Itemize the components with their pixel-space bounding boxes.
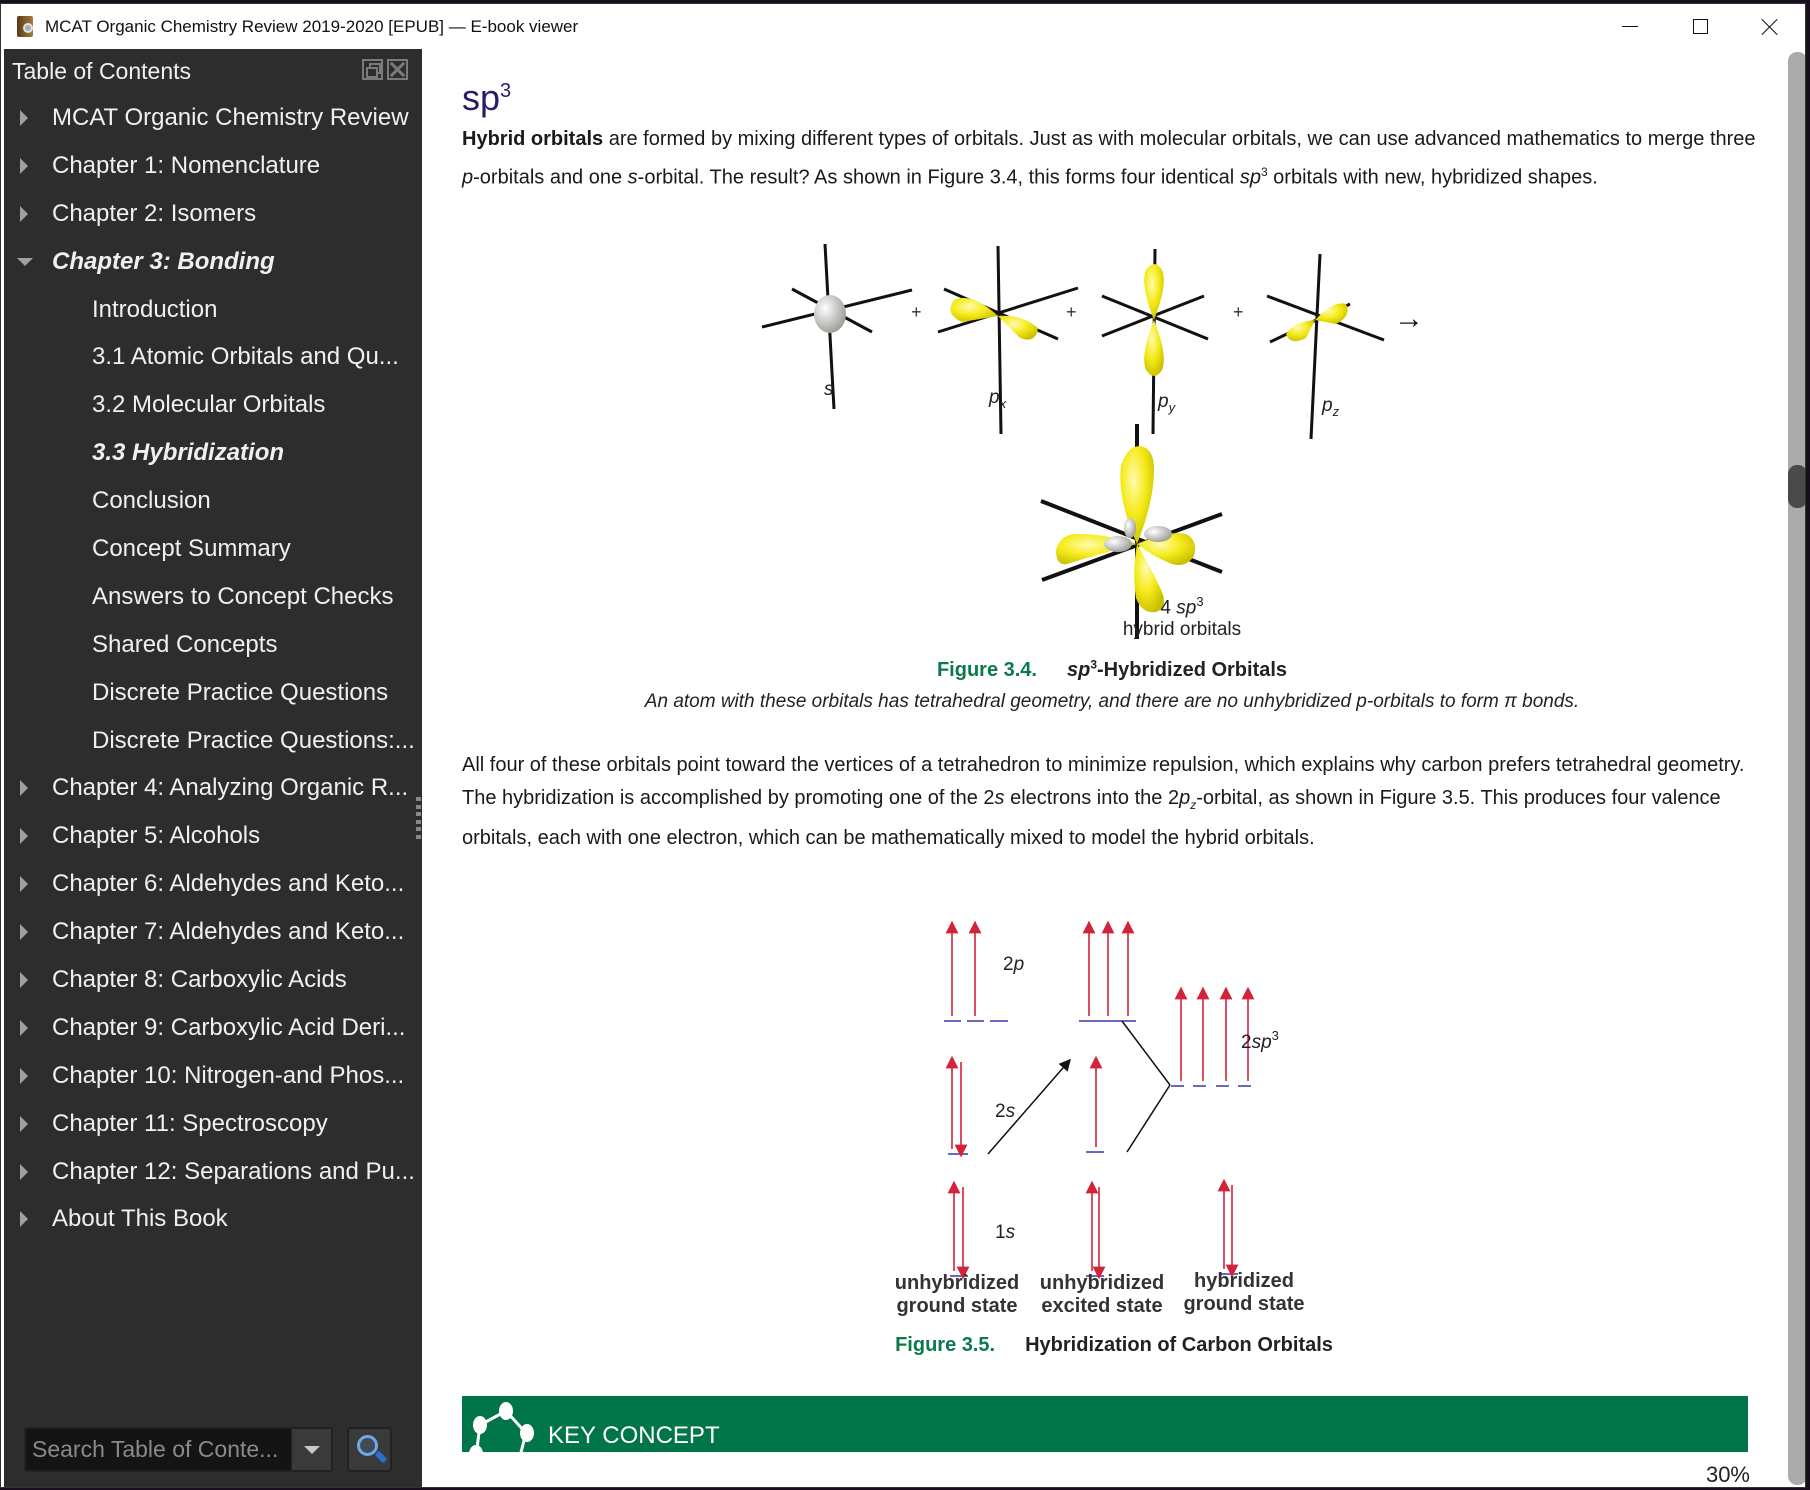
expand-right-icon[interactable] bbox=[20, 110, 28, 126]
toc-item[interactable] bbox=[4, 1052, 422, 1100]
toc-item[interactable] bbox=[4, 477, 422, 525]
minimize-icon bbox=[1622, 26, 1638, 27]
toc-item-label: Chapter 3: Bonding bbox=[52, 247, 275, 275]
expand-right-icon[interactable] bbox=[20, 780, 28, 796]
figure-3-4-description: An atom with these orbitals has tetrahedral geometry, and there are no unhybridized p-orbitals to form π bonds. bbox=[644, 691, 1580, 712]
key-concept-banner bbox=[462, 1396, 1748, 1452]
maximize-icon bbox=[1693, 19, 1708, 34]
vertical-scrollbar[interactable] bbox=[1786, 49, 1806, 1488]
expand-right-icon[interactable] bbox=[20, 1116, 28, 1132]
expand-right-icon[interactable] bbox=[20, 1068, 28, 1084]
toc-item-label: Chapter 6: Aldehydes and Keto... bbox=[52, 870, 405, 898]
splitter-handle[interactable] bbox=[416, 797, 421, 839]
expand-right-icon[interactable] bbox=[20, 206, 28, 222]
label-py: $p_y$ bbox=[1158, 391, 1176, 415]
toc-item[interactable] bbox=[4, 1148, 422, 1196]
toc-item-label: Concept Summary bbox=[92, 534, 291, 562]
level-2p-label: 2p bbox=[1003, 954, 1025, 975]
toc-item[interactable] bbox=[4, 1195, 422, 1243]
toc-item-label: Chapter 4: Analyzing Organic R... bbox=[52, 774, 409, 802]
toc-search-bar bbox=[24, 1427, 392, 1472]
toc-item-label: Chapter 11: Spectroscopy bbox=[52, 1109, 328, 1137]
toc-header bbox=[4, 49, 422, 94]
toc-list bbox=[4, 94, 422, 1243]
maximize-button[interactable] bbox=[1665, 4, 1735, 49]
toc-item[interactable] bbox=[4, 142, 422, 190]
toc-title: Table of Contents bbox=[12, 58, 192, 84]
state-label: unhybridized ground state bbox=[894, 1272, 1020, 1317]
toc-item-label: 3.2 Molecular Orbitals bbox=[92, 391, 326, 419]
toc-item[interactable] bbox=[4, 381, 422, 429]
window-title: MCAT Organic Chemistry Review 2019-2020 [EPUB] — E-book viewer bbox=[45, 16, 579, 36]
molecule-icon bbox=[462, 1396, 552, 1452]
s-orbital bbox=[762, 244, 912, 409]
toc-item[interactable] bbox=[4, 429, 422, 477]
expand-right-icon[interactable] bbox=[20, 924, 28, 940]
label-hybrid-orbitals: hybrid orbitals bbox=[1122, 619, 1242, 640]
state-label: unhybridized excited state bbox=[1039, 1272, 1165, 1317]
toc-item-label: Chapter 5: Alcohols bbox=[52, 822, 261, 850]
book-content bbox=[422, 49, 1786, 1488]
toc-item[interactable] bbox=[4, 908, 422, 956]
toc-item[interactable] bbox=[4, 333, 422, 381]
plus-sign: + bbox=[1233, 302, 1244, 322]
toc-item[interactable] bbox=[4, 764, 422, 812]
toc-item[interactable] bbox=[4, 573, 422, 621]
toc-item[interactable] bbox=[4, 669, 422, 717]
toc-item-label: Shared Concepts bbox=[92, 630, 278, 658]
figure-3-5-energy-diagram bbox=[901, 879, 1301, 1279]
label-4sp3: 4 $sp^3$ bbox=[1160, 594, 1204, 619]
toc-panel bbox=[4, 49, 422, 1488]
expand-right-icon[interactable] bbox=[20, 876, 28, 892]
mixing-line bbox=[1127, 1085, 1170, 1152]
energy-levels bbox=[944, 927, 1251, 1276]
search-button[interactable] bbox=[347, 1427, 392, 1472]
px-orbital bbox=[938, 246, 1078, 434]
toc-item-label: 3.1 Atomic Orbitals and Qu... bbox=[92, 343, 399, 371]
scrollbar-thumb[interactable] bbox=[1788, 465, 1806, 508]
expand-right-icon[interactable] bbox=[20, 158, 28, 174]
yields-arrow: → bbox=[1394, 302, 1424, 335]
toc-item-label: Introduction bbox=[92, 295, 218, 323]
close-icon bbox=[1761, 18, 1779, 36]
ebook-viewer-window bbox=[0, 3, 1806, 1488]
toc-item-label: Answers to Concept Checks bbox=[92, 582, 394, 610]
minimize-button[interactable] bbox=[1595, 4, 1665, 49]
paragraph-hybrid-orbitals: Hybrid orbitals are formed by mixing different types of orbitals. Just as with molecular orbitals, we can use advanced mathematics to merge three p-orbitals and one s-orbital. The result? As shown in Figure 3.4, this forms four identical $sp^3$ orbitals with new, hybridized shapes. bbox=[462, 128, 1756, 189]
close-panel-icon[interactable] bbox=[387, 59, 408, 80]
expand-right-icon[interactable] bbox=[20, 1164, 28, 1180]
toc-search-input[interactable] bbox=[26, 1436, 288, 1463]
mixing-line bbox=[1122, 1021, 1170, 1085]
state-label: hybridized ground state bbox=[1183, 1270, 1305, 1315]
expand-right-icon[interactable] bbox=[20, 1211, 28, 1227]
toc-item[interactable] bbox=[4, 238, 422, 286]
toc-item-label: Discrete Practice Questions:... bbox=[92, 726, 415, 754]
level-2sp3-label: $2sp^3$ bbox=[1241, 1028, 1279, 1053]
figure-3-4-caption: Figure 3.4. $sp^3$-Hybridized Orbitals bbox=[936, 657, 1288, 681]
section-heading: $sp^3$ bbox=[462, 77, 512, 118]
toc-search-combobox[interactable] bbox=[24, 1427, 333, 1472]
expand-right-icon[interactable] bbox=[20, 1020, 28, 1036]
toc-item-label: MCAT Organic Chemistry Review bbox=[52, 103, 409, 131]
toc-item-label: Chapter 1: Nomenclature bbox=[52, 151, 321, 179]
plus-sign: + bbox=[911, 302, 922, 322]
toc-item-label: Chapter 10: Nitrogen-and Phos... bbox=[52, 1061, 405, 1089]
toc-item-label: Conclusion bbox=[92, 487, 211, 515]
toc-item[interactable] bbox=[4, 860, 422, 908]
toc-item[interactable] bbox=[4, 1004, 422, 1052]
toc-item-label: 3.3 Hybridization bbox=[92, 439, 285, 467]
plus-sign: + bbox=[1066, 302, 1077, 322]
search-history-dropdown[interactable] bbox=[291, 1429, 331, 1470]
toc-item-label: Chapter 2: Isomers bbox=[52, 199, 257, 227]
py-orbital bbox=[1102, 249, 1208, 434]
figure-3-5-caption: Figure 3.5. Hybridization of Carbon Orbitals bbox=[895, 1334, 1333, 1356]
app-book-icon bbox=[15, 15, 37, 39]
key-concept-label: KEY CONCEPT bbox=[548, 1422, 720, 1449]
toc-item[interactable] bbox=[4, 717, 422, 765]
expand-right-icon[interactable] bbox=[20, 972, 28, 988]
expand-right-icon[interactable] bbox=[20, 828, 28, 844]
float-icon[interactable] bbox=[362, 59, 383, 80]
toc-item-label: Chapter 12: Separations and Pu... bbox=[52, 1157, 415, 1185]
title-bar bbox=[1, 4, 1805, 49]
level-2s-label: 2s bbox=[995, 1101, 1016, 1122]
toc-item[interactable] bbox=[4, 286, 422, 334]
toc-item[interactable] bbox=[4, 1100, 422, 1148]
scrollbar-rail[interactable] bbox=[1788, 52, 1806, 1485]
toc-item[interactable] bbox=[4, 812, 422, 860]
toc-item[interactable] bbox=[4, 94, 422, 142]
label-pz: $p_z$ bbox=[1322, 395, 1340, 419]
toc-item-label: About This Book bbox=[52, 1205, 228, 1233]
toc-item-label: Chapter 7: Aldehydes and Keto... bbox=[52, 918, 405, 946]
toc-item[interactable] bbox=[4, 956, 422, 1004]
toc-item-label: Discrete Practice Questions bbox=[92, 678, 389, 706]
toc-item-label: Chapter 8: Carboxylic Acids bbox=[52, 965, 347, 993]
state-labels bbox=[422, 1272, 1786, 1328]
close-button[interactable] bbox=[1735, 4, 1805, 49]
label-px: $p_x$ bbox=[989, 387, 1007, 411]
paragraph-tetrahedral: All four of these orbitals point toward the vertices of a tetrahedron to minimize repulsion, which explains why carbon prefers tetrahedral geometry. The hybridization is accomplished by promoting one of the 2s electrons into the $2p_z$-orbital, as shown in Figure 3.5. This produces four valence orbitals, each with one electron, which can be mathematically mixed to model the hybrid orbitals. bbox=[462, 754, 1745, 849]
toc-item[interactable] bbox=[4, 621, 422, 669]
figure-3-4-orbitals bbox=[722, 234, 1502, 644]
label-s: s bbox=[824, 379, 834, 400]
toc-item[interactable] bbox=[4, 190, 422, 238]
reading-progress: 30% bbox=[1705, 1462, 1750, 1487]
expand-down-icon[interactable] bbox=[17, 258, 33, 266]
level-1s-label: 1s bbox=[995, 1222, 1016, 1243]
toc-item-label: Chapter 9: Carboxylic Acid Deri... bbox=[52, 1013, 406, 1041]
toc-item[interactable] bbox=[4, 525, 422, 573]
